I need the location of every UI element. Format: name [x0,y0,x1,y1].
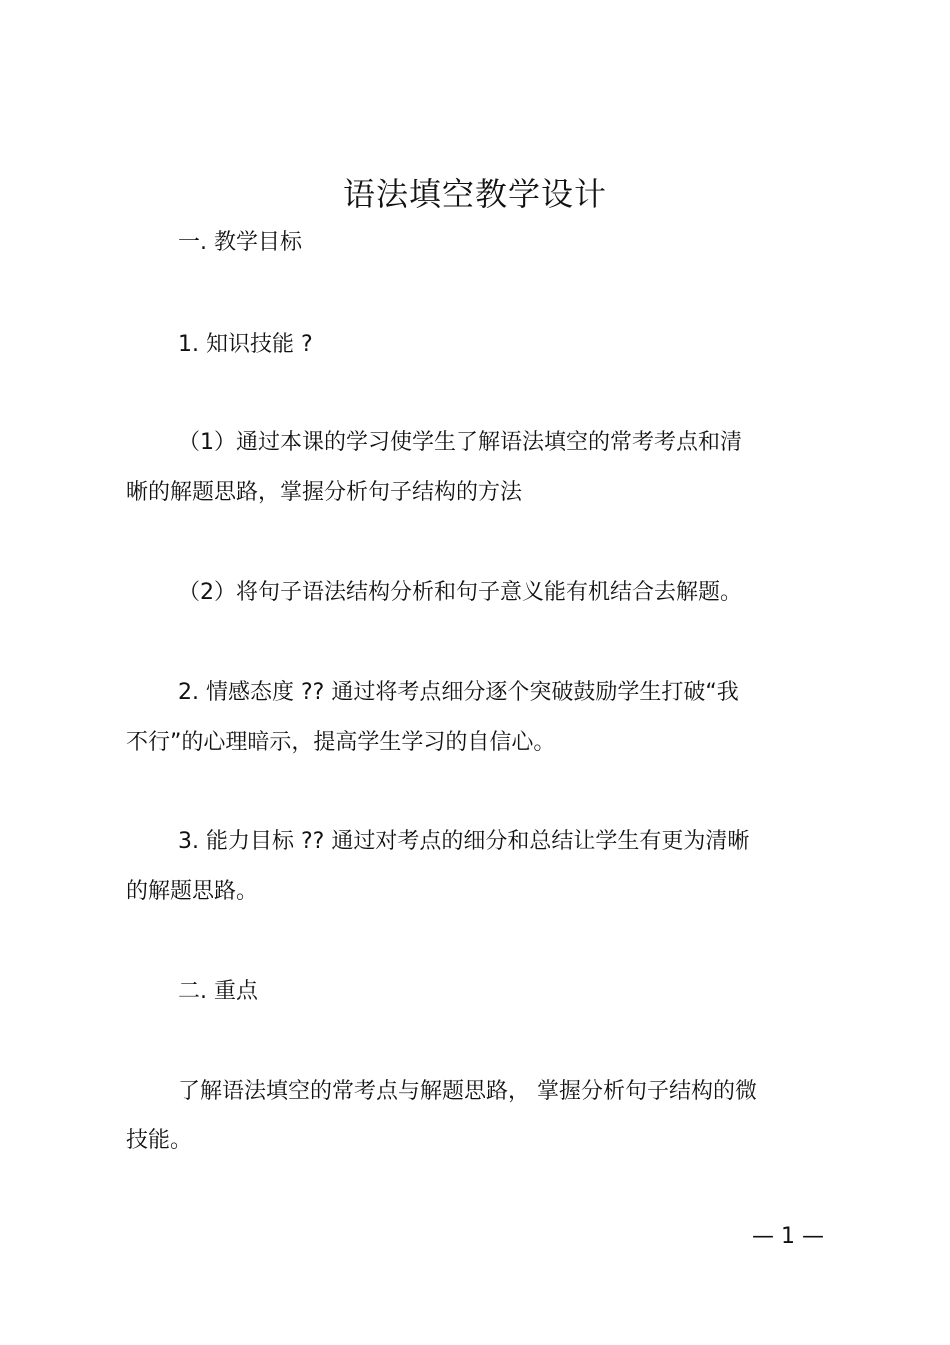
item-knowledge-skills: 1. 知识技能 ? [178,332,313,357]
paragraph-line: 3. 能力目标 ?? 通过对考点的细分和总结让学生有更为清晰 [178,829,750,854]
paragraph-line: 不行”的心理暗示，提高学生学习的自信心。 [126,730,556,755]
paragraph-line: 了解语法填空的常考点与解题思路， 掌握分析句子结构的微 [178,1079,757,1104]
section-heading-key-points: 二. 重点 [178,979,258,1004]
paragraph-line: （2）将句子语法结构分析和句子意义能有机结合去解题。 [178,580,742,605]
section-heading-teaching-goals: 一. 教学目标 [178,230,302,255]
paragraph-line: 的解题思路。 [126,879,259,904]
paragraph-line: 2. 情感态度 ?? 通过将考点细分逐个突破鼓励学生打破“我 [178,680,739,705]
paragraph-line: 晰的解题思路，掌握分析句子结构的方法 [126,480,523,505]
paragraph-line: 技能。 [126,1128,193,1153]
document-title: 语法填空教学设计 [342,175,607,213]
paragraph-line: （1）通过本课的学习使学生了解语法填空的常考考点和清 [178,430,742,455]
page-number: — 1 — [752,1224,824,1249]
